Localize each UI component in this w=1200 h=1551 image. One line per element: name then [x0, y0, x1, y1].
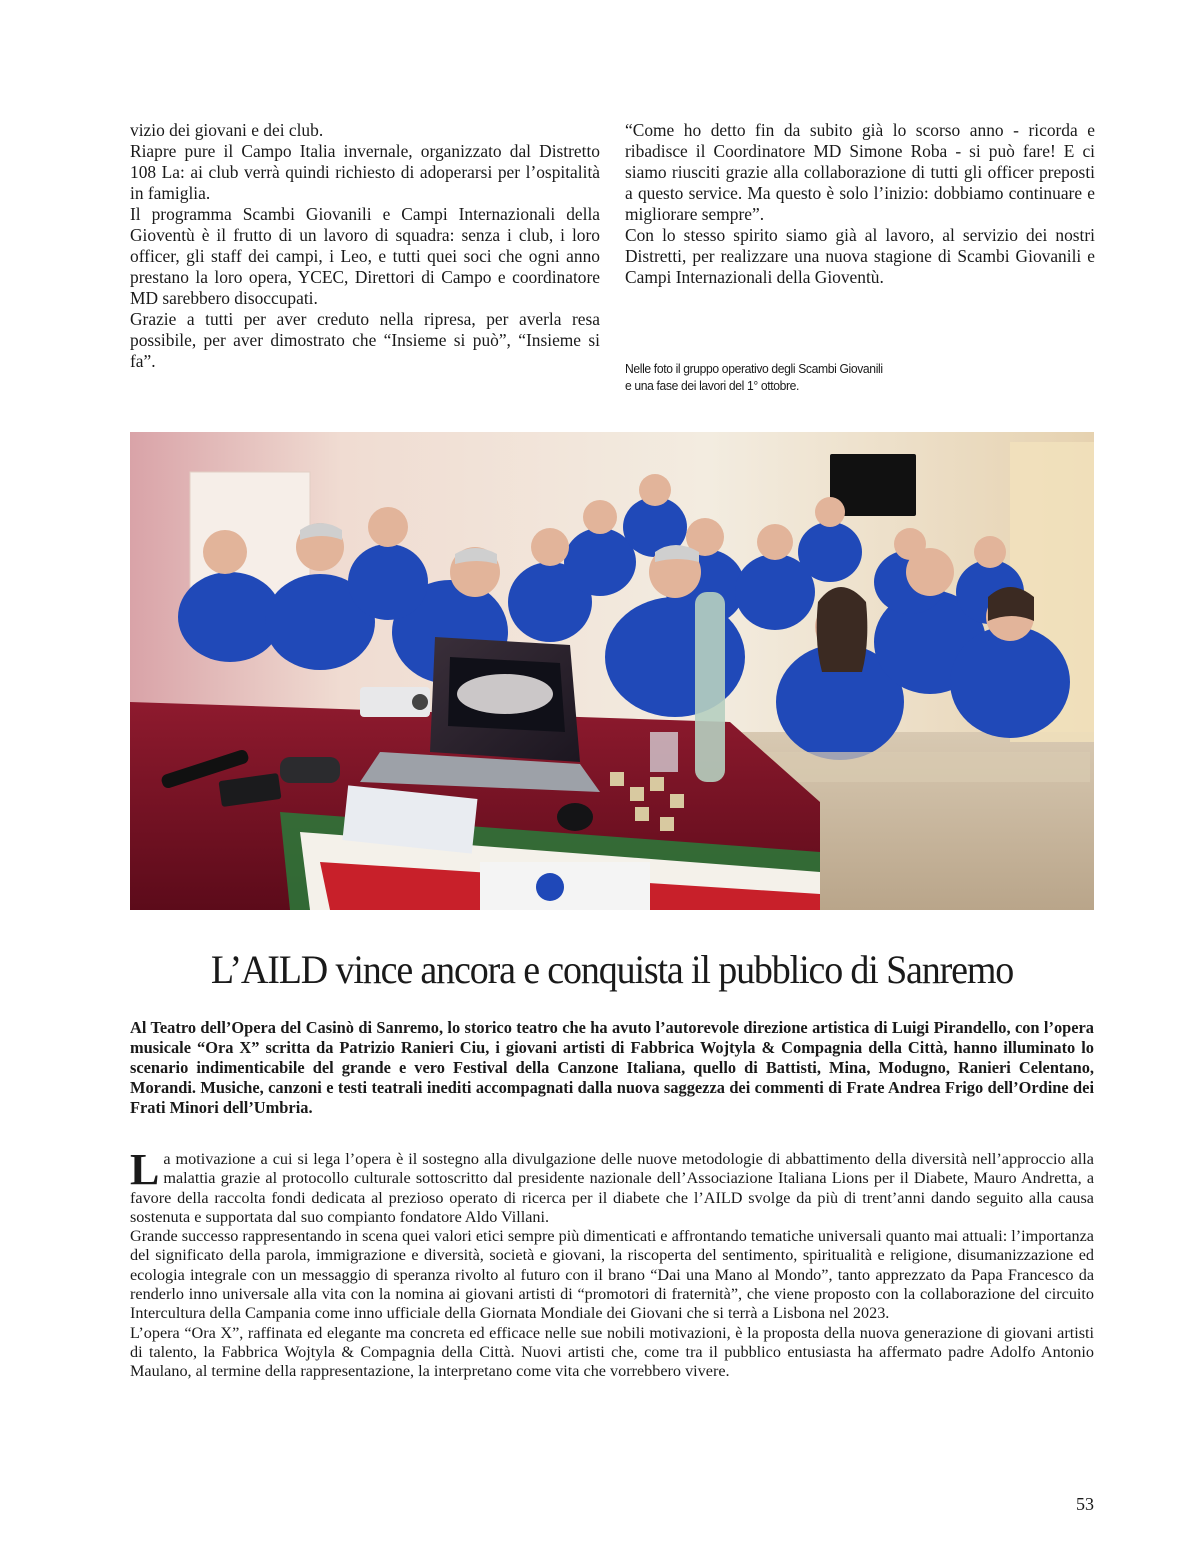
- page-number: 53: [1076, 1494, 1094, 1514]
- article-headline: L’AILD vince ancora e conquista il pubblico di Sanremo: [210, 947, 1014, 992]
- right-paragraph: “Come ho detto fin da subito già lo scorso anno - ricorda e ribadisce il Coordinatore MD Simone Roba - si può fare! E ci siamo riusciti grazie alla collaborazione di tutti gli officer preposti a questo service. Ma questo è solo l’inizio: dobbiamo continuare e migliorare sempre”.: [625, 120, 1095, 224]
- article-lead: Al Teatro dell’Opera del Casinò di Sanremo, lo storico teatro che ha avuto l’autorevole direzione artistica di Luigi Pirandello, con l’opera musicale “Ora X” scritta da Patrizio Ranieri Ciu, i giovani artisti di Fabbrica Wojtyla & Compagnia della Città, hanno illuminato lo scenario indimenticabile del grande e vero Festival della Canzone Italiana, quello di Battisti, Mina, Modugno, Ranieri Celentano, Morandi. Musiche, canzoni e testi teatrali inediti accompagnati dalla nuova saggezza dei commenti di Frate Andrea Frigo dell’Ordine dei Frati Minori dell’Umbria.: [130, 1018, 1094, 1117]
- left-paragraph: vizio dei giovani e dei club.: [130, 120, 324, 140]
- left-paragraph: Il programma Scambi Giovanili e Campi Internazionali della Gioventù è il frutto di un lavoro di squadra: senza i club, i loro officer, gli staff dei campi, i Leo, e tutti quei soci che ogni anno prestano la loro opera, YCEC, Direttori di Campo e coordinatore MD sarebbero disoccupati.: [130, 204, 600, 308]
- meeting-photo: [130, 432, 1094, 910]
- article-body: [130, 1145, 1094, 1382]
- drop-cap: L: [130, 1145, 160, 1194]
- glass: [650, 732, 678, 772]
- caption-line: Nelle foto il gruppo operativo degli Scambi Giovanili: [625, 361, 883, 376]
- flag-banner: [480, 862, 650, 910]
- photo-caption: [625, 361, 956, 394]
- article-paragraph: [130, 1145, 1094, 1227]
- right-paragraph: Con lo stesso spirito siamo già al lavoro, al servizio dei nostri Distretti, per realizzare una nuova stagione di Scambi Giovanili e Campi Internazionali della Gioventù.: [625, 225, 1095, 287]
- speaker: [280, 757, 340, 783]
- right-column: [625, 120, 1095, 288]
- left-paragraph: Riapre pure il Campo Italia invernale, organizzato dal Distretto 108 La: ai club verrà quindi richiesto di adoperarsi per l’ospitalità in famiglia.: [130, 141, 600, 203]
- computer-mouse: [557, 803, 593, 831]
- article-paragraph: L’opera “Ora X”, raffinata ed elegante ma concreta ed efficace nelle sue nobili motivazioni, è la proposta della nuova generazione di giovani artisti di talento, la Fabbrica Wojtyla & Compagnia della Città. Nuovi artisti che, come tra il pubblico entusiasta ha affermato padre Adolfo Antonio Maulano, al termine della rappresentazione, la interpretano come vita che vorrebbero vivere.: [130, 1323, 1094, 1381]
- water-bottle: [695, 592, 725, 782]
- caption-line: e una fase dei lavori del 1° ottobre.: [625, 377, 800, 393]
- left-paragraph: Grazie a tutti per aver creduto nella ripresa, per averla resa possibile, per aver dimostrato che “Insieme si può”, “Insieme si fa”.: [130, 309, 600, 371]
- meeting-photo-illustration: [130, 432, 1094, 910]
- projector: [360, 687, 430, 717]
- paragraph-text: a motivazione a cui si lega l’opera è il sostegno alla divulgazione delle nuove metodologie di abbattimento della diversità nell’approccio alla malattia grazie al protocollo culturale sottoscritto dal presidente nazionale dell’Associazione Italiana Lions per il Diabete, Mauro Andretta, a favore della raccolta fondi dedicata al prezioso operato di ricerca per il diabete che l’AILD svolge da più di trent’anni dando seguito alla causa sostenuta e supportata dal suo compianto fondatore Aldo Villani.: [130, 1150, 1094, 1226]
- left-column: [130, 120, 600, 372]
- article-paragraph: Grande successo rappresentando in scena quei valori etici sempre più dimenticati e affrontando tematiche universali quanto mai attuali: l’importanza del significato della parola, immigrazione e diversità, società e giovani, la riscoperta del sentimento, spiritualità e religione, disumanizzazione ed ecologia integrale con un messaggio di speranza rivolto al futuro con il brano “Dai una Mano al Mondo”, tanto apprezzato da Papa Francesco da renderlo inno universale alla vita con la nomina ai giovani artisti di “promotori di fraternità”, che viene proposto con la collaborazione del circuito Intercultura della Campania come inno ufficiale della Giornata Mondiale dei Giovani che si terrà a Lisbona nel 2023.: [130, 1227, 1094, 1323]
